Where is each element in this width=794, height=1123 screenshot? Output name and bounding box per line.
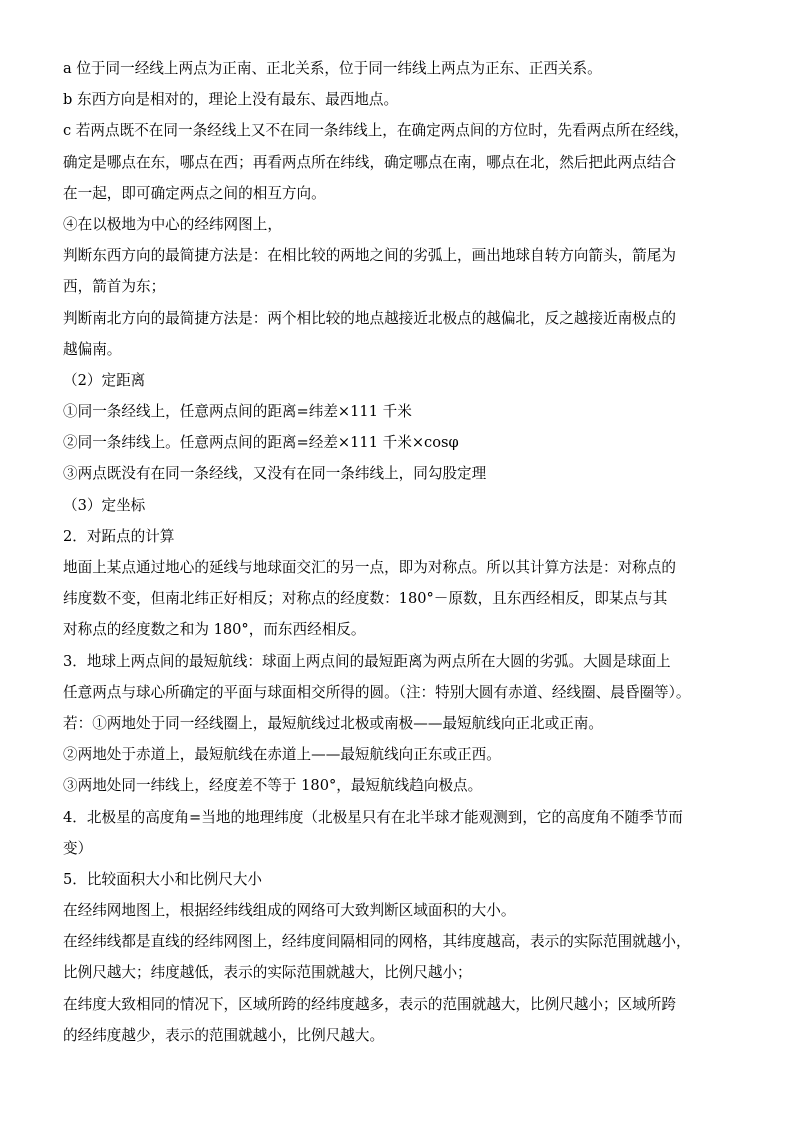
text-line: 变） [63, 839, 93, 857]
text-line: （2）定距离 [63, 371, 146, 389]
text-line: 2．对跖点的计算 [63, 527, 175, 545]
text-line: 判断南北方向的最简捷方法是：两个相比较的地点越接近北极点的越偏北，反之越接近南极点的 [63, 309, 676, 327]
text-line: 的经纬度越少，表示的范围就越小，比例尺越大。 [63, 1026, 385, 1044]
text-line: 若：①两地处于同一经线圈上，最短航线过北极或南极——最短航线向正北或正南。 [63, 714, 603, 732]
text-line: 西，箭首为东； [63, 278, 166, 296]
text-line: 地面上某点通过地心的延线与地球面交汇的另一点，即为对称点。所以其计算方法是：对称点的 [63, 559, 676, 576]
text-line: 判断东西方向的最简捷方法是：在相比较的两地之间的劣弧上，画出地球自转方向箭头，箭尾为 [63, 247, 676, 265]
text-line: 在纬度大致相同的情况下，区域所跨的经纬度越多，表示的范围就越大，比例尺越小；区域所跨 [63, 995, 676, 1013]
text-line: ③两地处同一纬线上，经度差不等于 180°，最短航线趋向极点。 [63, 777, 483, 795]
text-line: 任意两点与球心所确定的平面与球面相交所得的圆。（注：特别大圆有赤道、经线圈、晨昏圈等）。 [63, 683, 691, 701]
document-body [63, 53, 743, 1051]
text-line: ①同一条经线上，任意两点间的距离=纬差×111 千米 [63, 403, 412, 421]
text-line: 对称点的经度数之和为 180°，而东西经相反。 [63, 621, 366, 639]
text-line: 3．地球上两点间的最短航线：球面上两点间的最短距离为两点所在大圆的劣弧。大圆是球面上 [63, 652, 671, 670]
text-line: c 若两点既不在同一条经线上又不在同一条纬线上，在确定两点间的方位时，先看两点所在经线， [63, 122, 689, 140]
text-line: ②同一条纬线上。任意两点间的距离=经差×111 千米×cosφ [63, 434, 459, 452]
text-line: 在一起，即可确定两点之间的相互方向。 [63, 184, 326, 202]
text-line: 4．北极星的高度角=当地的地理纬度（北极星只有在北半球才能观测到，它的高度角不随季节而 [63, 808, 683, 826]
text-line: 越偏南。 [63, 340, 122, 358]
text-line: ②两地处于赤道上，最短航线在赤道上——最短航线向正东或正西。 [63, 746, 501, 764]
text-line: 在经纬网地图上，根据经纬线组成的网络可大致判断区域面积的大小。 [63, 902, 516, 920]
text-line: b 东西方向是相对的，理论上没有最东、最西地点。 [63, 91, 399, 109]
text-line: 纬度数不变，但南北纬正好相反；对称点的经度数：180°－原数，且东西经相反，即某点与其 [63, 590, 668, 608]
text-line: ③两点既没有在同一条经线，又没有在同一条纬线上，同勾股定理 [63, 465, 487, 483]
text-line: ④在以极地为中心的经纬网图上， [63, 215, 282, 233]
text-line: （3）定坐标 [63, 496, 146, 514]
text-line: a 位于同一经线上两点为正南、正北关系，位于同一纬线上两点为正东、正西关系。 [63, 60, 602, 77]
text-line: 确定是哪点在东，哪点在西；再看两点所在纬线，确定哪点在南，哪点在北，然后把此两点结合 [63, 153, 676, 171]
text-line: 比例尺越大；纬度越低，表示的实际范围就越大，比例尺越小； [63, 964, 472, 982]
text-line: 5．比较面积大小和比例尺大小 [63, 870, 263, 888]
text-line: 在经纬线都是直线的经纬网图上，经纬度间隔相同的网格，其纬度越高，表示的实际范围就越小， [63, 933, 691, 951]
